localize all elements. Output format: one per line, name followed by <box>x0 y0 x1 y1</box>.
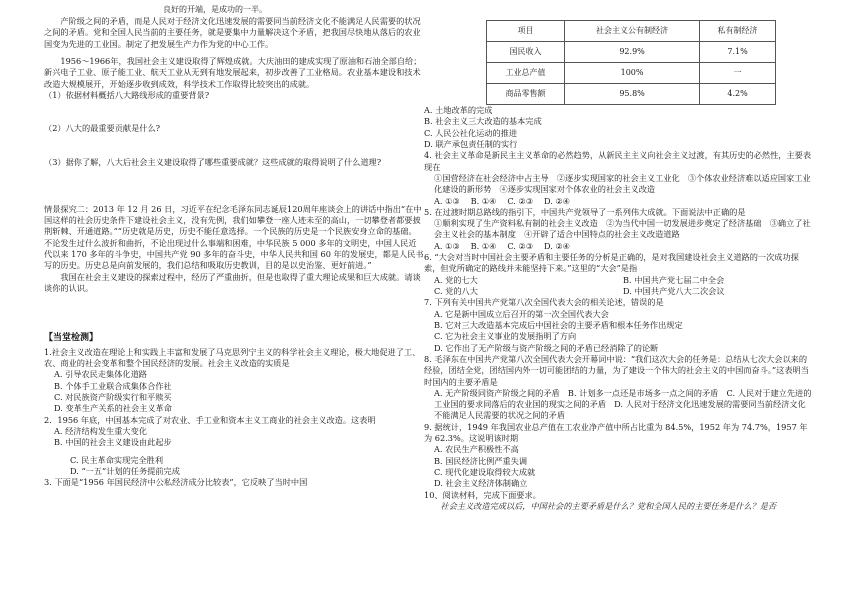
right-column <box>424 20 812 512</box>
test-q1-opt-a: A. 引导农民走集体化道路 <box>54 369 147 380</box>
option: A. 党的七大 <box>434 274 478 285</box>
option: D. ②④ <box>543 195 571 206</box>
table-cell: 95.8% <box>565 84 700 105</box>
test-q7: 7. 下列有关中国共产党第八次全国代表大会的相关论述，错误的是 <box>424 297 664 308</box>
option: D. ②④ <box>543 240 571 251</box>
test-q9-opt-c: C. 现代化建设取得较大成就 <box>434 467 536 477</box>
test-q10: 10、阅读材料，完成下面要求。 <box>424 489 541 500</box>
test-q3-opt-c: C. 人民公社化运动的推进 <box>424 127 518 138</box>
test-q9: 9. 据统计，1949 年我国农业总产值在工农业净产值中所占比重为 84.5%，1952 年为 74.7%，1957 年为 62.3%。这说明该时期 <box>424 421 808 444</box>
test-q1-opt-d: D. 变革生产关系的社会主义革命 <box>54 403 172 414</box>
test-q3-opt-d: D. 联产承包责任制的实行 <box>424 138 518 149</box>
page-header: 良好的开端，是成功的一半。 <box>163 5 267 14</box>
material-paragraph: 1956～1966年，我国社会主义建设取得了辉煌成就。大庆油田的建成实现了原油和石油全部自给；新兴电子工业、原子能工业、航天工业从无到有地发展起来，初步改善了工业格局。农业基本建设和技术改造大规模展开，开始逐步收到成效，科学技术工作取得比较突出的成就。 <box>44 55 422 89</box>
scene-text: 情景探究二：2013 年 12 月 26 日，习近平在纪念毛泽东同志诞辰120周年座谈会上的讲话中指出“在中国这样的社会历史条件下建设社会主义，没有先例，我们如攀登一座人迹未至的高山，一切攀登者都要披荆斩棘、开通道路。”“历史就是历史，历史不能任意选择。一个民族的历史是一个民族安身立命的基础。不论发生过什么波折和曲折，不论出现过什么事端和困难，中华民族 5 000 多年的文明史，中国人民近代以来 170 多年的斗争史，中国共产党 90 多年的奋斗史，中华人民共和国 60 年的发展史，都是人民书写的历史。历史总是向前发展的，我们总结和吸取历史教训，目的是以史治鉴、更好前进。” <box>44 203 424 271</box>
test-q7-opt-d: D. 它作出了无产阶级与资产阶级之间的矛盾已经消除了的论断 <box>434 342 659 353</box>
test-q5-options <box>424 241 812 252</box>
option: B. ①④ <box>470 240 497 251</box>
test-q8: 8. 毛泽东在中国共产党第八次全国代表大会开幕词中说：“我们这次大会的任务是：总结从七次大会以来的经验，团结全党，团结国内外一切可能团结的力量，为了建设一个伟大的社会主义的中国而奋斗。”这表明当时国内的主要矛盾是 <box>424 353 809 387</box>
test-q7-opt-c: C. 它为社会主义事业的发展指明了方向 <box>434 331 577 342</box>
test-q3-opt-b: B. 社会主义三大改造的基本完成 <box>424 116 542 127</box>
test-q9-opt-a: A. 农民生产积极性不高 <box>434 444 519 455</box>
table-row <box>487 84 776 105</box>
table-cell: 92.9% <box>565 42 700 63</box>
test-q2-opt-d: D. “一五”计划的任务提前完成 <box>70 465 180 476</box>
scene-question: 我国在社会主义建设的探索过程中，经历了严重曲折，但是也取得了重大理论成果和巨大成就。请谈谈你的认识。 <box>44 271 421 293</box>
test-q6-row-2 <box>424 286 812 297</box>
test-q3-opt-a: A. 土地改革的完成 <box>424 105 493 115</box>
test-q6: 6. “大会对当时中国社会主要矛盾和主要任务的分析是正确的，是对我国建设社会主义道路的一次成功探索，但党所确定的路线并未能坚持下来。”这里的“大会”是指 <box>424 252 799 274</box>
test-q7-opt-a: A. 它是新中国成立后召开的第一次全国代表大会 <box>434 308 609 319</box>
test-q5-items: ①顺利实现了生产资料私有制的社会主义改造 ②为当代中国一切发展进步奠定了经济基础 ③确立了社会主义社会的基本制度 ④开辟了适合中国特点的社会主义改造道路 <box>434 218 811 240</box>
table-row <box>487 42 776 63</box>
option: B. ①④ <box>470 195 497 206</box>
economy-table <box>486 20 776 105</box>
table-cell: 商品零售额 <box>487 84 565 105</box>
test-q8-options: A. 无产阶级同资产阶级之间的矛盾 B. 计划多一点还是市场多一点之间的矛盾 C. 人民对于建立先进的工业国的要求同落后的农业国的现实之间的矛盾 D. 人民对于经济文化迅速发展的需要同当前经济文化不能满足人民需要的状况之间的矛盾 <box>434 387 812 421</box>
table-cell: 4.2% <box>700 84 776 105</box>
test-q2-opt-a: A. 经济结构发生重大变化 <box>54 425 147 436</box>
table-header: 私有制经济 <box>700 21 776 42</box>
option: A. ①③ <box>434 240 460 251</box>
test-q7-opt-b: B. 它对三大改造基本完成后中国社会的主要矛盾和根本任务作出规定 <box>434 319 683 330</box>
option: C. ②③ <box>507 195 534 206</box>
test-q4-options <box>424 196 812 207</box>
option: C. 党的八大 <box>434 286 478 296</box>
test-q10-question: 社会主义改造完成以后，中国社会的主要矛盾是什么？党和全国人民的主要任务是什么？是否 <box>440 500 777 511</box>
test-q2-opt-c: C. 民主革命实现完全胜利 <box>70 454 164 465</box>
test-q4-items: ①国营经济在社会经济中占主导 ②逐步实现国家的社会主义工业化 ③个体农业经济难以适应国家工业化建设的新形势 ④逐步实现国家对个体农业的社会主义改造 <box>434 172 811 195</box>
table-cell: 100% <box>565 63 700 84</box>
test-q9-opt-b: B. 国民经济比例严重失调 <box>434 455 528 466</box>
table-cell: 国民收入 <box>487 42 565 63</box>
test-q2-opt-b: B. 中国的社会主义建设由此起步 <box>54 437 172 448</box>
table-row <box>487 63 776 84</box>
table-header: 社会主义公有制经济 <box>565 21 700 42</box>
question-2: （2）八大的最重要贡献是什么? <box>44 123 161 134</box>
left-column <box>44 16 424 488</box>
table-cell: 7.1% <box>700 42 776 63</box>
question-1: （1）依据材料概括八大路线形成的重要背景? <box>44 89 210 100</box>
table-header-row <box>487 21 776 42</box>
option: C. ②③ <box>507 240 534 251</box>
test-q3: 3. 下面是“1956 年国民经济中公私经济成分比较表”，它反映了当时中国 <box>44 477 308 488</box>
test-q5: 5. 在过渡时期总路线的指引下，中国共产党领导了一系列伟大成就。下面说法中正确的是 <box>424 206 746 217</box>
test-q2: 2．1956 年底，中国基本完成了对农业、手工业和资本主义工商业的社会主义改造。这表明 <box>44 414 376 425</box>
option: B. 中国共产党七届二中全会 <box>623 274 725 285</box>
test-q1: 1.社会主义改造在理论上和实践上丰富和发展了马克思列宁主义的科学社会主义理论，极大地促进了工、农、商业的社会变革和整个国民经济的发展。社会主义改造的实质是 <box>44 346 421 369</box>
test-q1-opt-b: B. 个体手工业联合成集体合作社 <box>54 380 172 391</box>
option: D. 中国共产党八大二次会议 <box>623 286 725 296</box>
option: A. ①③ <box>434 195 460 206</box>
intro-text: 产阶级之间的矛盾，而是人民对于经济文化迅速发展的需要同当前经济文化不能满足人民需要的状况之间的矛盾。党和全国人民当前的主要任务，就是要集中力量解决这个矛盾，把我国尽快地从落后的农业国变为先进的工业国。制定了把发展生产力作为党的中心工作。 <box>44 16 421 49</box>
test-q9-opt-d: D. 社会主义经济体制确立 <box>434 478 528 489</box>
test-q4: 4. 社会主义革命是新民主主义革命的必然趋势，从新民主主义向社会主义过渡，有其历史的必然性，主要表现在 <box>424 150 812 172</box>
section-title: 【当堂检测】 <box>44 333 99 344</box>
table-header: 项目 <box>487 21 565 42</box>
question-3: （3）据你了解，八大后社会主义建设取得了哪些重要成就？这些成就的取得说明了什么道理? <box>44 156 382 167</box>
test-q1-opt-c: C. 对民族资产阶级实行和平赎买 <box>54 391 172 402</box>
table-cell: 工业总产值 <box>487 63 565 84</box>
test-q6-row-1 <box>424 275 812 286</box>
table-cell: 一 <box>700 63 776 84</box>
